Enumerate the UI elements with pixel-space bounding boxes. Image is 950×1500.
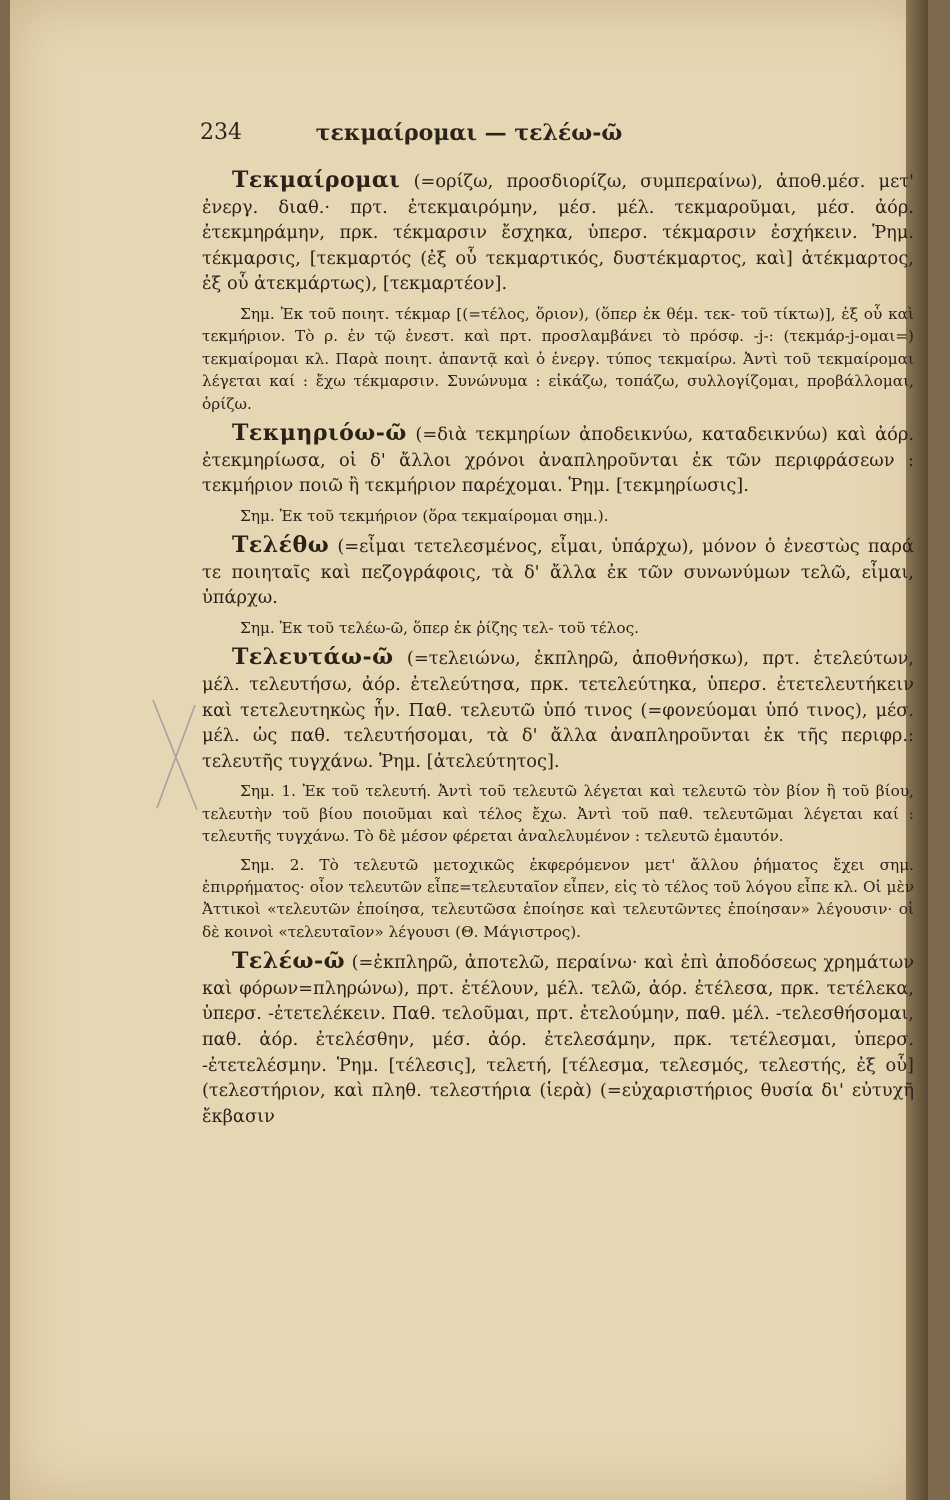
entry-body: (=τελειώνω, ἐκπληρῶ, ἀποθνήσκω), πρτ. ἐτελεύτων, μέλ. τελευτήσω, ἀόρ. ἐτελεύτησα, πρκ. τετελεύτηκα, ὑπερσ. ἐτετελευτήκειν καὶ τετελευτηκὼς ἦν. Παθ. τελευτῶ ὑπό τινος (=φονεύομαι ὑπό τινος), μέσ. μέλ. ὡς παθ. τελευτήσομαι, τὰ δ' ἄλλα ἀναπληροῦνται ἐκ τῆς περιφρ.: τελευτῆς τυγχάνω. Ῥημ. [ἀτελεύτητος]. bbox=[202, 648, 914, 772]
pencil-x-mark bbox=[145, 690, 205, 820]
entry-tekmerioo bbox=[202, 421, 914, 499]
page-number: 234 bbox=[200, 120, 242, 145]
entry-headword: Τεκμηριόω-ῶ bbox=[232, 420, 407, 446]
entry-headword: Τελέω-ῶ bbox=[232, 948, 346, 975]
entry-teleo bbox=[202, 949, 914, 1129]
entry-note: Σημ. Ἐκ τοῦ τελέω-ῶ, ὅπερ ἐκ ῥίζης τελ- τοῦ τέλος. bbox=[240, 618, 640, 637]
entry-note: Σημ. Ἐκ τοῦ ποιητ. τέκμαρ [(=τέλος, ὅριον), (ὅπερ ἐκ θέμ. τεκ- τοῦ τίκτω)], ἐξ οὗ καὶ τεκμήριον. Τὸ ρ. ἐν τῷ ἐνεστ. καὶ πρτ. προσλαμβάνει τὸ πρόσφ. -j-: (τεκμάρ-j-ομαι=) τεκμαίρομαι κλ. Παρὰ ποιητ. ἀπαντᾷ καὶ ὁ ἐνεργ. τύπος τεκμαίρω. Ἀντὶ τοῦ τεκμαίρομαι λέγεται καί : ἔχω τέκμαρσιν. Συνώνυμα : εἰκάζω, τοπάζω, συλλογίζομαι, προβάλλομαι, ὁρίζω. bbox=[202, 304, 914, 413]
entry-tekmairomai bbox=[202, 168, 914, 297]
dictionary-text bbox=[202, 160, 914, 1133]
entry-headword: Τελέθω bbox=[232, 532, 330, 559]
running-head: τεκμαίρομαι — τελέω-ῶ bbox=[315, 120, 623, 146]
entry-note: Σημ. Ἐκ τοῦ τεκμήριον (ὅρα τεκμαίρομαι σημ.). bbox=[240, 506, 609, 525]
entry-teleutao bbox=[202, 645, 914, 774]
entry-body: (=διὰ τεκμηρίων ἀποδεικνύω, καταδεικνύω) καὶ ἀόρ. ἐτεκμηρίωσα, οἱ δ' ἄλλοι χρόνοι ἀναπληροῦνται ἐκ τῶν περιφράσεων : τεκμήριον ποιῶ ἢ τεκμήριον παρέχομαι. Ῥημ. [τεκμηρίωσις]. bbox=[202, 424, 914, 497]
entry-headword: Τελευτάω-ῶ bbox=[232, 644, 394, 671]
page-header bbox=[10, 120, 928, 160]
entry-body: (=εἶμαι τετελεσμένος, εἶμαι, ὑπάρχω), μόνον ὁ ἐνεστὼς παρά τε ποιηταῖς καὶ πεζογράφοις, τὰ δ' ἄλλα ἐκ τῶν συνωνύμων τελῶ, εἶμαι, ὑπάρχω. bbox=[202, 536, 914, 609]
entry-headword: Τεκμαίρομαι bbox=[232, 167, 401, 193]
entry-body: (=ορίζω, προσδιορίζω, συμπεραίνω), ἀποθ.μέσ. μετ' ἐνεργ. διαθ.· πρτ. ἐτεκμαιρόμην, μέσ. μέλ. τεκμαροῦμαι, μέσ. ἀόρ. ἐτεκμηράμην, πρκ. τέκμαρσιν ἔσχηκα, ὑπερσ. τέκμαρσιν ἐσχήκειν. Ῥημ. τέκμαρσις, [τεκμαρτός (ἐξ οὗ τεκμαρτικός, δυστέκμαρτος, καὶ] ἀτέκμαρτος, ἐξ οὗ ἀτεκμάρτως), [τεκμαρτέον]. bbox=[202, 171, 915, 295]
entry-telethо bbox=[202, 533, 914, 611]
entry-note: Σημ. 1. Ἐκ τοῦ τελευτή. Ἀντὶ τοῦ τελευτῶ λέγεται καὶ τελευτῶ τὸν βίον ἢ τοῦ βίου, τελευτὴν τοῦ βίου ποιοῦμαι καὶ τέλος ἔχω. Ἀντὶ τοῦ παθ. τελευτῶμαι λέγεται καί : τελευτῆς τυγχάνω. Τὸ δὲ μέσον φέρεται ἀναλελυμένον : τελευτῶ ἐμαυτόν. bbox=[202, 782, 914, 846]
entry-note-2: Σημ. 2. Τὸ τελευτῶ μετοχικῶς ἐκφερόμενον μετ' ἄλλου ῥήματος ἔχει σημ. ἐπιρρήματος· οἷον τελευτῶν εἶπε=τελευταῖον εἶπεν, εἰς τὸ τέλος τοῦ λόγου εἶπε κλ. Οἱ μὲν Ἀττικοὶ «τελευτῶν ἐποίησα, τελευτῶσα ἐποίησε καὶ τελευτῶντες ἐποίησαν» λέγουσιν· οἱ δὲ κοινοὶ «τελευταῖον» λέγουσι (Θ. Μάγιστρος). bbox=[202, 855, 914, 941]
entry-body: (=ἐκπληρῶ, ἀποτελῶ, περαίνω· καὶ ἐπὶ ἀποδόσεως χρημάτων καὶ φόρων=πληρώνω), πρτ. ἐτέλουν, μέλ. τελῶ, ἀόρ. ἐτέλεσα, πρκ. τετέλεκα, ὑπερσ. -ἐτετελέκειν. Παθ. τελοῦμαι, πρτ. ἐτελούμην, παθ. μέλ. -τελεσθήσομαι, παθ. ἀόρ. ἐτελέσθην, μέσ. ἀόρ. ἐτελεσάμην, πρκ. τετέλεσμαι, ὑπερσ. -ἐτετελέσμην. Ῥημ. [τέλεσις], τελετή, [τέλεσμα, τελεσμός, τελεστής, ἐξ οὗ] (τελεστήριον, καὶ πληθ. τελεστήρια (ἱερὰ) (=εὐχαριστήριος θυσία δι' εὐτυχῆ ἔκβασιν bbox=[202, 952, 915, 1127]
book-page bbox=[10, 0, 928, 1500]
